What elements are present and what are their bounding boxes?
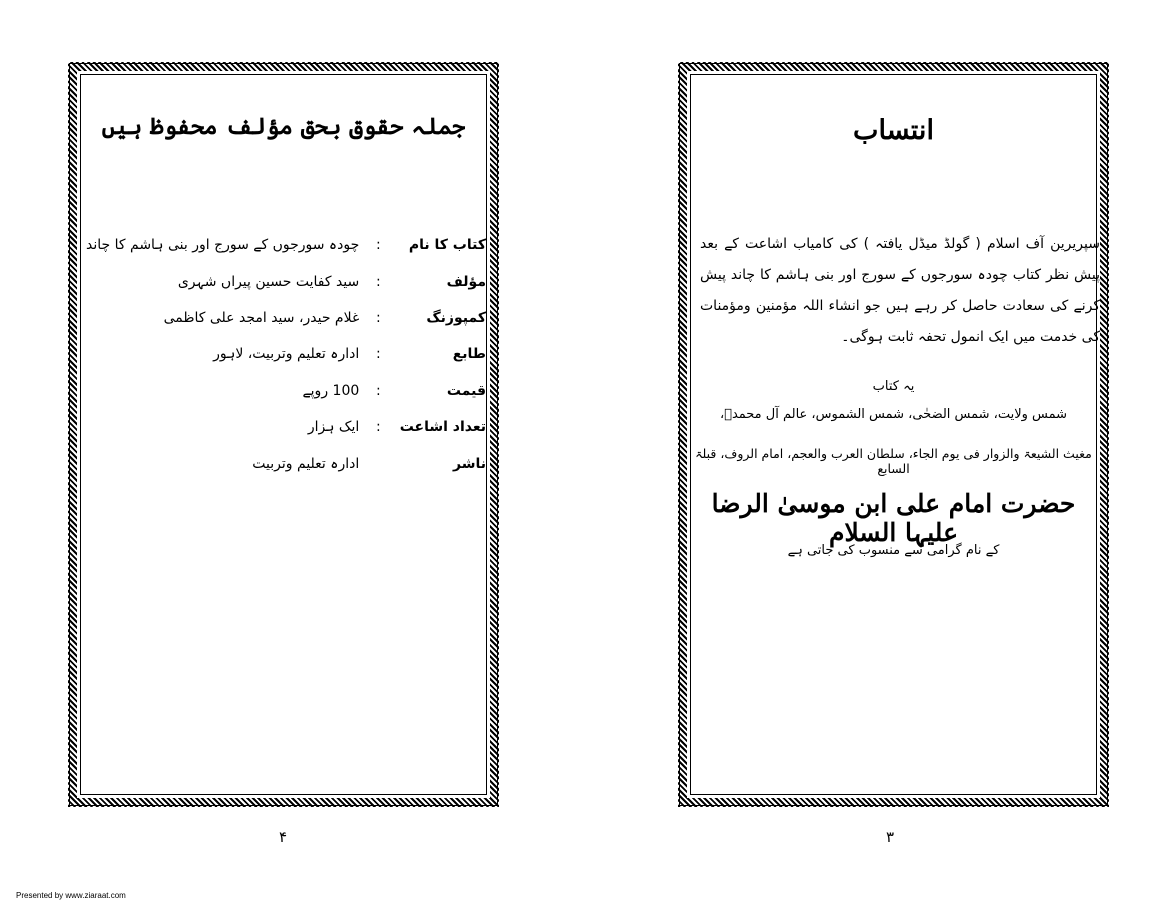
right-page-number: ۳ xyxy=(886,828,895,846)
book-info-row xyxy=(86,227,486,263)
left-page-number: ۴ xyxy=(279,828,288,846)
imam-name-heading: حضرت امام علی ابن موسیٰ الرضا علیہا السلام xyxy=(711,489,1076,547)
book-info-table xyxy=(86,227,486,482)
info-value: سید کفایت حسین پیراں شہری xyxy=(177,273,360,290)
info-label: مؤلف xyxy=(446,273,486,290)
info-colon: : xyxy=(376,419,381,436)
info-colon: : xyxy=(376,273,381,290)
info-value: غلام حیدر، سید امجد علی کاظمی xyxy=(163,309,360,326)
info-label: کتاب کا نام xyxy=(408,237,486,254)
info-value: ادارہ تعلیم وتربیت، لاہور xyxy=(213,346,360,363)
book-info-row xyxy=(86,336,486,372)
info-value: 100 روپے xyxy=(302,382,360,399)
book-info-row xyxy=(86,445,486,481)
copyright-title: جملہ حقوق بحق مؤلف محفوظ ہیں xyxy=(101,113,466,140)
dedication-paragraph: سپریرین آف اسلام ( گولڈ میڈل یافتہ ) کی کامیاب اشاعت کے بعد پیش نظر کتاب چودہ سورجوں کے سورج اور بنی ہاشم کا چاند پیش کرنے کی سعادت حاصل کر رہے ہیں جو انشاء اللہ مؤمنین ومؤمنات کی خدمت میں ایک انمول تحفہ ثابت ہوگی۔ xyxy=(700,236,1100,345)
book-info-row xyxy=(86,409,486,445)
info-label: قیمت xyxy=(446,382,486,399)
info-colon: : xyxy=(376,309,381,326)
info-colon xyxy=(359,445,397,481)
book-info-row xyxy=(86,263,486,299)
info-value: ایک ہزار xyxy=(307,419,360,436)
info-label: کمپوزنگ xyxy=(426,309,486,326)
right-page-inner-border xyxy=(690,74,1097,795)
info-label: تعداد اشاعت xyxy=(399,419,486,436)
footer-credit: Presented by www.ziaraat.com xyxy=(16,891,126,900)
info-colon: : xyxy=(376,237,381,254)
info-value: ادارہ تعلیم وتربیت xyxy=(252,455,360,472)
info-colon: : xyxy=(376,346,381,363)
info-value: چودہ سورجوں کے سورج اور بنی ہاشم کا چاند xyxy=(86,237,360,254)
right-page-frame xyxy=(678,62,1109,807)
dedication-line-2: شمس ولایت، شمس الضحٰی، شمس الشموس، عالم آل محمدؐ، xyxy=(719,407,1068,422)
info-label: ناشر xyxy=(453,455,486,472)
dedication-line-3: مغیث الشیعۃ والزوار فی یوم الجاء، سلطان العرب والعجم، امام الروف، قبلۃ السابع xyxy=(695,446,1092,476)
dedication-title: انتساب xyxy=(853,115,934,146)
left-page-frame xyxy=(68,62,499,807)
book-info-row xyxy=(86,373,486,409)
info-label: طابع xyxy=(452,346,486,363)
book-info-row xyxy=(86,300,486,336)
info-colon: : xyxy=(376,382,381,399)
dedication-line-1: یہ کتاب xyxy=(872,379,915,394)
dedication-line-4: کے نام گرامی سے منسوب کی جاتی ہے xyxy=(787,543,1000,558)
